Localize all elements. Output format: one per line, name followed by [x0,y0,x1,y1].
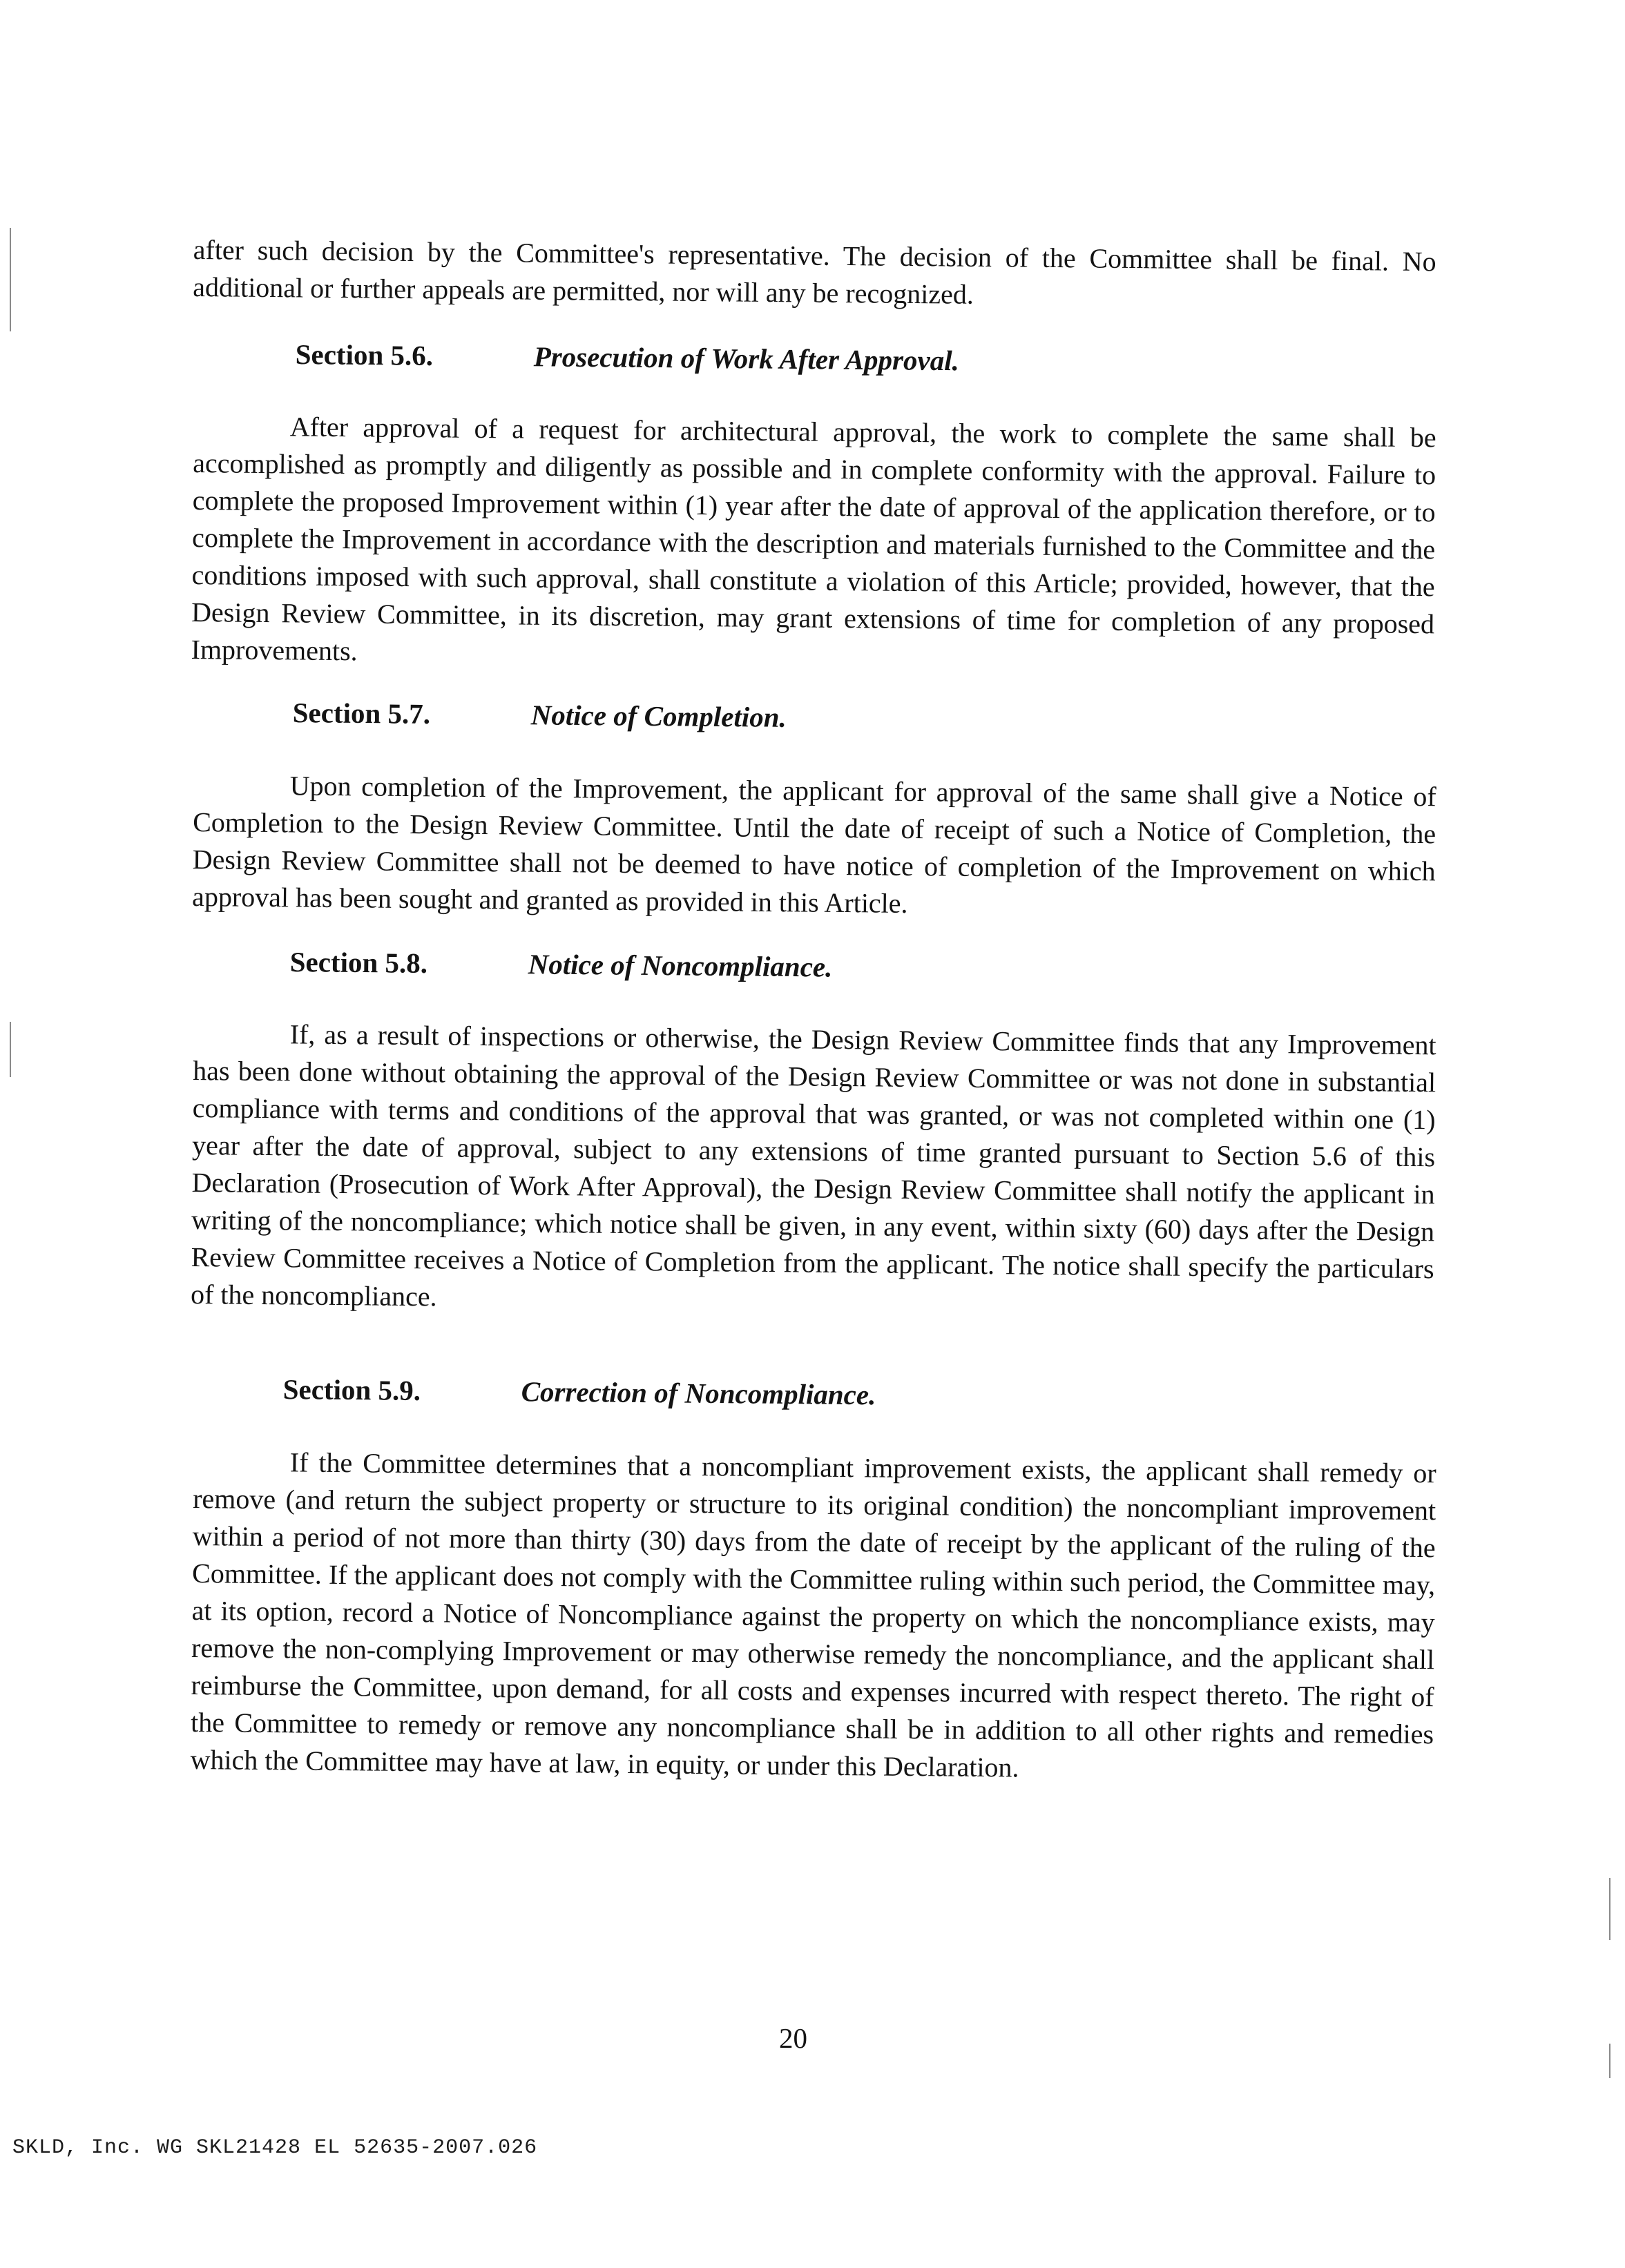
section-title: Prosecution of Work After Approval. [533,340,960,377]
section-number: Section 5.9. [282,1373,421,1406]
section-body-5-7: Upon completion of the Improvement, the applicant for approval of the same shall give a Notice of Completion to the Design Review Committee. Until the date of receipt of such a Notice of Completion, the Design Review Committee shall not be deemed to have notice of completion of the Improvement on which approval has been sought and granted as provided in this Article. [191,770,1436,919]
section-title: Correction of Noncompliance. [521,1375,876,1411]
section-body-5-8: If, as a result of inspections or otherwise, the Design Review Committee finds that any Improvement has been done without obtaining the approval of the Design Review Committee or was not done in substantial compliance with terms and conditions of the approval that was granted, or was not completed within one (1) year after the date of approval, subject to any extensions of time granted pursuant to Section 5.6 of this Declaration (Prosecution of Work After Approval), the Design Review Committee shall notify the applicant in writing of the noncompliance; which notice shall be given, in any event, within sixty (60) days after the Design Review Committee receives a Notice of Completion from the applicant. The notice shall specify the particulars of the noncompliance. [190,1018,1436,1312]
footer-reference: SKLD, Inc. WG SKL21428 EL 52635-2007.026 [12,2136,538,2160]
section-heading-5-9 [282,1370,876,1413]
section-number: Section 5.7. [292,696,431,730]
scan-mark-left-2 [10,1022,11,1077]
section-body-5-6: After approval of a request for architectural approval, the work to complete the same shall be accomplished as promptly and diligently as possible and in complete conformity with the approval. Failure to complete the proposed Improvement within (1) year after the date of approval of the application therefore, or to complete the Improvement in accordance with the description and materials furnished to the Committee and the conditions imposed with such approval, shall constitute a violation of this Article; provided, however, that the Design Review Committee, in its discretion, may grant extensions of time for completion of any proposed Improvements. [191,411,1436,667]
scan-mark-right-2 [1609,2044,1610,2078]
scan-mark-left-1 [10,228,11,331]
section-heading-5-6 [295,336,959,379]
section-number: Section 5.8. [289,945,428,979]
continuation-paragraph: after such decision by the Committee's representative. The decision of the Committee shall be final. No additional or further appeals are permitted, nor will any be recognized. [193,233,1436,310]
section-heading-5-8 [289,943,832,986]
page-number: 20 [779,2022,807,2054]
section-number: Section 5.6. [295,338,434,371]
scan-mark-right-1 [1609,1878,1610,1940]
section-title: Notice of Noncompliance. [528,948,833,983]
section-heading-5-7 [292,694,787,736]
section-title: Notice of Completion. [530,699,787,733]
section-body-5-9: If the Committee determines that a noncompliant improvement exists, the applicant shall remedy or remove (and return the subject property or structure to its original condition) the noncompliant improvement within a period of not more than thirty (30) days from the date of receipt by the applicant of the ruling of the Committee. If the applicant does not comply with the Committee ruling within such period, the Committee may, at its option, record a Notice of Noncompliance against the property on which the noncompliance exists, may remove the non-complying Improvement or may otherwise remedy the noncompliance, and the applicant shall reimburse the Committee, upon demand, for all costs and expenses incurred with respect thereto. The right of the Committee to remedy or remove any noncompliance shall be in addition to all other rights and remedies which the Committee may have at law, in equity, or under this Declaration. [190,1446,1436,1783]
